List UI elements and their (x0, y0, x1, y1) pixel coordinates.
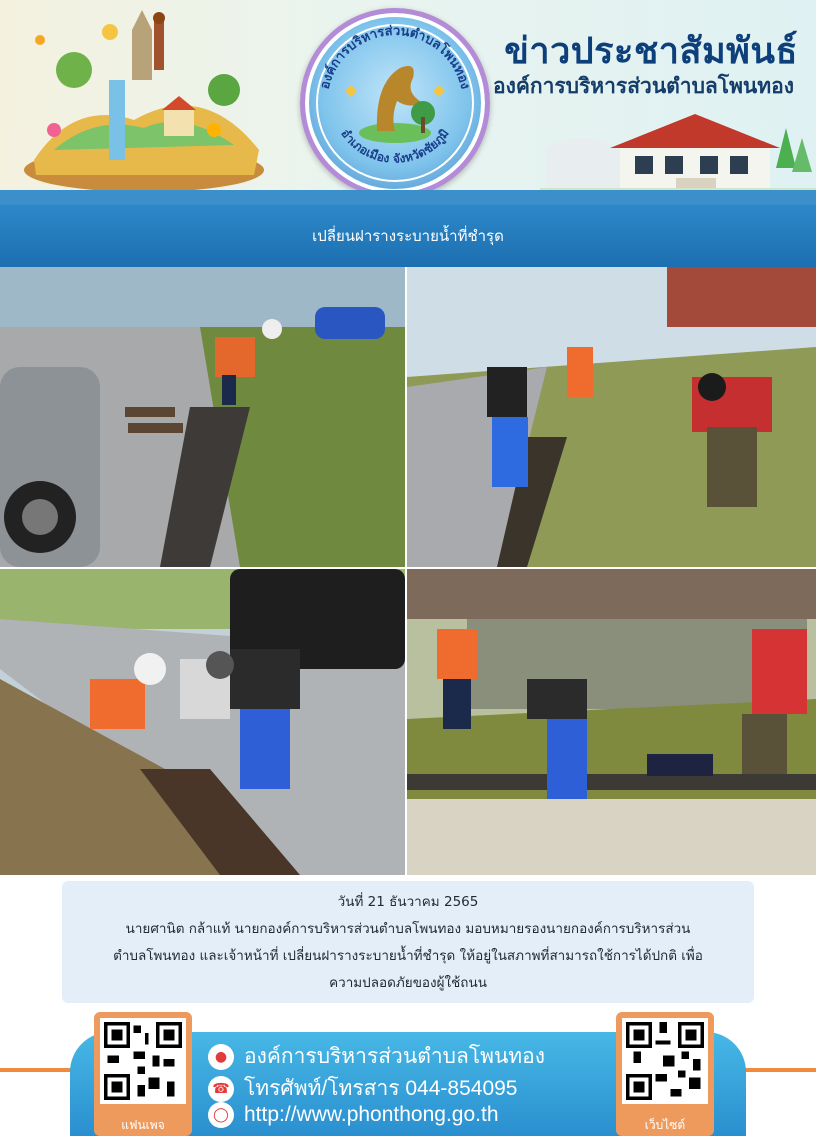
footer-website-link[interactable]: http://www.phonthong.go.th (244, 1103, 499, 1126)
photo-team-digging (407, 267, 816, 567)
contact-org (208, 1040, 545, 1073)
news-body-line-1: นายศานิต กล้าแท้ นายกองค์การบริหารส่วนตำบลโพนทอง มอบหมายรองนายกองค์การบริหารส่วน (125, 921, 691, 937)
footer-org-name: องค์การบริหารส่วนตำบลโพนทอง (244, 1045, 546, 1068)
globe-icon: ◯ (208, 1102, 234, 1128)
organization-seal (300, 8, 490, 198)
seal-bottom-text: อำเภอเมือง จังหวัดชัยภูมิ (338, 126, 452, 166)
news-date: วันที่ 21 ธันวาคม 2565 (337, 894, 479, 910)
footer (0, 1012, 816, 1136)
office-building-illustration (540, 108, 816, 200)
qr-code-fanpage[interactable] (100, 1018, 186, 1104)
news-body-line-3: ความปลอดภัยของผู้ใช้ถนน (329, 975, 487, 991)
location-pin-icon: ● (208, 1044, 234, 1070)
photo-roadside-worker (0, 267, 405, 567)
page-subtitle: องค์การบริหารส่วนตำบลโพนทอง (492, 74, 794, 98)
qr-label-website: เว็บไซต์ (644, 1118, 686, 1132)
news-caption-bar (0, 205, 816, 267)
qr-code-website[interactable] (622, 1018, 708, 1104)
qr-card-website[interactable] (616, 1012, 714, 1136)
contact-phone (208, 1072, 517, 1105)
photo-workers-at-drain (0, 569, 405, 875)
qr-label-fanpage: แฟนเพจ (121, 1118, 165, 1132)
footer-phone: โทรศัพท์/โทรสาร 044-854095 (244, 1077, 518, 1100)
photo-replacing-covers (407, 569, 816, 875)
seal-top-text: องค์การบริหารส่วนตำบลโพนทอง (317, 23, 473, 91)
province-island-illustration (14, 10, 274, 200)
page-title: ข่าวประชาสัมพันธ์ (504, 31, 798, 72)
news-description (62, 881, 754, 1003)
news-body-line-2: ตำบลโพนทอง และเจ้าหน้าที่ เปลี่ยนฝารางระบายน้ำที่ชำรุด ให้อยู่ในสภาพที่สามารถใช้การได้ปกติ เพื่อ (113, 948, 703, 964)
qr-card-fanpage[interactable] (94, 1012, 192, 1136)
phone-icon: ☎ (208, 1076, 234, 1102)
header-divider (0, 190, 816, 205)
contact-website[interactable] (208, 1102, 499, 1128)
news-caption: เปลี่ยนฝารางระบายน้ำที่ชำรุด (312, 227, 504, 245)
header-banner (0, 0, 816, 205)
